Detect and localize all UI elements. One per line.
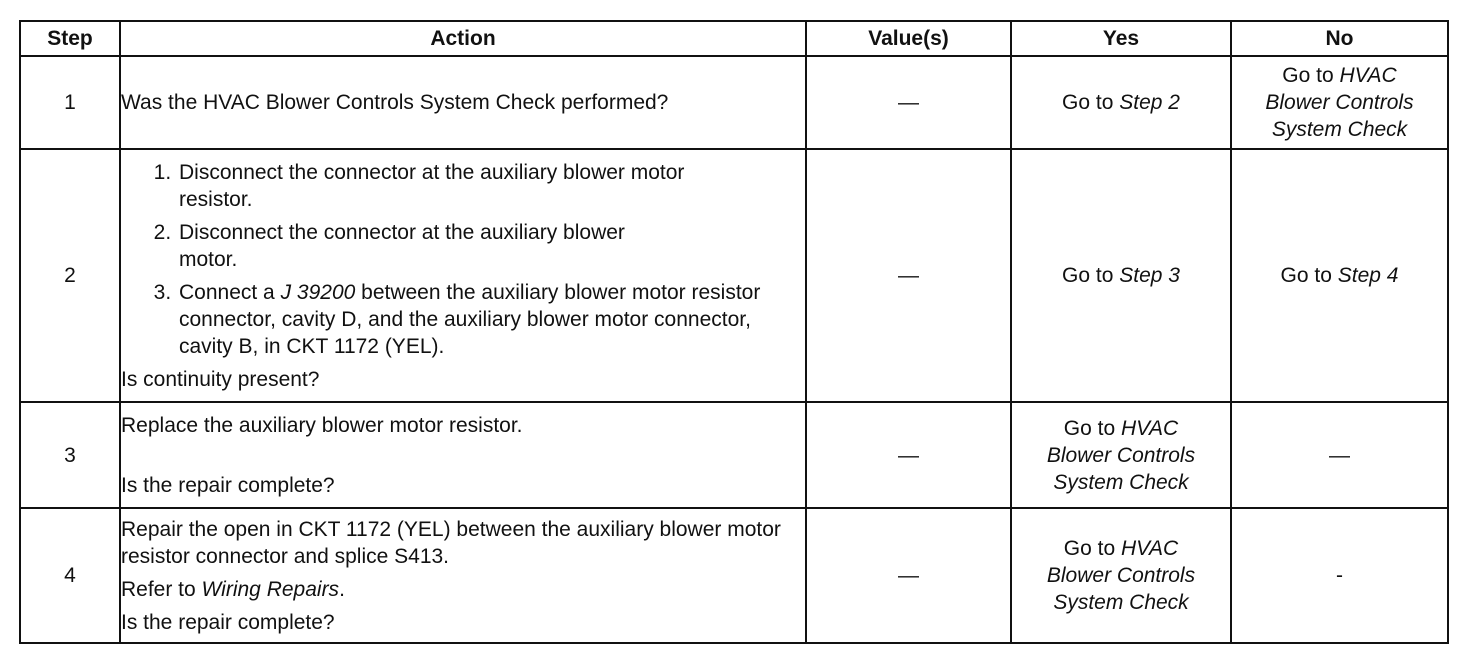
no-cell [1231,508,1448,643]
no-dash: — [1329,443,1350,467]
yes-cell [1011,508,1231,643]
refer-period: . [339,577,345,601]
header-action: Action [120,21,806,56]
question-text: Is the repair complete? [121,610,335,634]
yes-link-line3[interactable]: System Check [1053,591,1189,614]
value-cell [806,508,1011,643]
yes-goto-label: Go to [1063,537,1116,560]
action-cell [120,56,806,149]
yes-goto-label: Go to [1063,416,1116,440]
instruction-item [177,279,805,360]
action-text: Replace the auxiliary blower motor resistor. [121,413,523,437]
value-cell [806,149,1011,402]
no-goto-label: Go to [1282,64,1334,87]
action-text: Was the HVAC Blower Controls System Check performed? [121,91,669,114]
yes-cell [1011,402,1231,508]
no-link[interactable]: Step 4 [1337,264,1399,287]
no-link-line3[interactable]: System Check [1271,118,1408,141]
step-number: 1 [20,56,120,149]
yes-cell [1011,149,1231,402]
value-dash: — [898,91,919,114]
step-number: 3 [20,402,120,508]
action-text: Repair the open in CKT 1172 (YEL) between the auxiliary blower motor resistor connector and splice S413. [121,517,781,568]
value-dash: — [898,443,919,467]
header-row [20,21,1448,56]
yes-link-line3[interactable]: System Check [1053,470,1189,494]
action-cell [120,149,806,402]
wiring-repairs-link[interactable]: Wiring Repairs [201,577,340,601]
no-cell [1231,149,1448,402]
action-cell [120,402,806,508]
yes-link[interactable]: Step 2 [1119,91,1180,114]
yes-goto-label: Go to [1062,91,1114,114]
no-link-line1[interactable]: HVAC [1339,64,1397,87]
no-goto-label: Go to [1280,264,1332,287]
value-cell [806,56,1011,149]
yes-link-line2[interactable]: Blower Controls [1046,443,1196,467]
yes-goto-label: Go to [1062,264,1114,287]
diagnostic-table [19,20,1449,644]
value-dash: — [898,564,919,587]
instruction-text: between the auxiliary blower motor resistor connector, cavity D, and the auxiliary blower motor connector, cavity B, in CKT 1172 (YEL). [179,280,761,358]
yes-cell [1011,56,1231,149]
header-step: Step [20,21,120,56]
step-number: 2 [20,149,120,402]
table-row [20,508,1448,643]
header-no: No [1231,21,1448,56]
question-text: Is continuity present? [121,367,320,391]
refer-text [121,576,805,603]
yes-link-line1[interactable]: HVAC [1121,537,1179,560]
instruction-text: Connect a [179,280,281,304]
yes-link[interactable]: Step 3 [1119,264,1180,287]
no-cell [1231,56,1448,149]
refer-label: Refer to [121,577,202,601]
no-dash: - [1336,564,1343,587]
action-cell [120,508,806,643]
table-row [20,402,1448,508]
header-yes: Yes [1011,21,1231,56]
question-text: Is the repair complete? [121,473,335,497]
tool-name: J 39200 [280,280,356,304]
instruction-list [121,159,805,360]
value-cell [806,402,1011,508]
instruction-item: 2. Disconnect the connector at the auxiliary blower motor. [177,219,649,273]
header-values: Value(s) [806,21,1011,56]
table-row [20,149,1448,402]
value-dash: — [898,264,919,287]
step-number: 4 [20,508,120,643]
no-link-line2[interactable]: Blower Controls [1265,91,1414,114]
table-row [20,56,1448,149]
yes-link-line2[interactable]: Blower Controls [1046,564,1196,587]
yes-link-line1[interactable]: HVAC [1121,416,1179,440]
instruction-item: 1. Disconnect the connector at the auxiliary blower motor resistor. [177,159,739,213]
no-cell [1231,402,1448,508]
